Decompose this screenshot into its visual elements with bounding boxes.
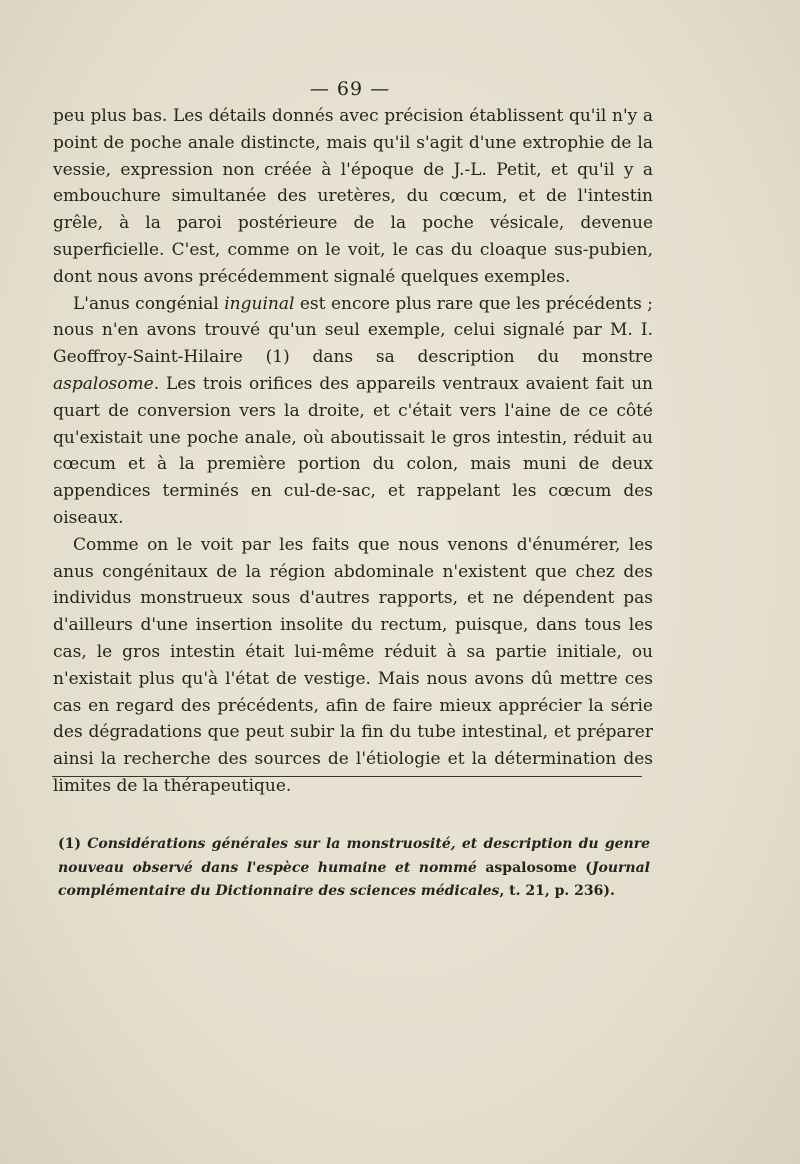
footnote	[58, 833, 650, 904]
footnote-title: Considérations générales sur la monstruosité, et description du genre nouveau observé dans l'espèce humaine et nommé	[58, 836, 650, 876]
footnote-marker: (1)	[58, 836, 88, 852]
paragraph-3: Comme on le voit par les faits que nous venons d'énumérer, les anus congénitaux de la région abdominale n'existent que chez des individus monstrueux sous d'autres rapports, et ne dépendent pas d'ailleurs d'une insertion insolite du rectum, puisque, dans tous les cas, le gros intestin était lui-même réduit à sa partie initiale, ou n'existait plus qu'à l'état de vestige. Mais nous avons dû mettre ces cas en regard des précédents, afin de faire mieux apprécier la série des dégradations que peut subir la fin du tube intestinal, et préparer ainsi la recherche des sources de l'étiologie et la détermination des limites de la thérapeutique.	[53, 534, 653, 796]
footnote-paren: (	[585, 859, 592, 876]
page-number: — 69 —	[309, 78, 391, 100]
paragraph-1: peu plus bas. Les détails donnés avec précision établissent qu'il n'y a point de poche anale distincte, mais qu'il s'agit d'une extrophie de la vessie, expression non créée à l'époque de J.-L. Petit, et qu'il y a embouchure simultanée des uretères, du cœcum, et de l'intestin grêle, à la paroi postérieure de la poche vésicale, devenue superficielle. C'est, comme on le voit, le cas du cloaque sus-pubien, dont nous avons précédemment signalé quelques exemples.	[53, 106, 653, 287]
p2-text-a: L'anus congénial	[73, 293, 225, 314]
p2-italic-aspalosome: aspalosome	[53, 373, 154, 394]
footnote-ref: , t. 21, p. 236).	[499, 883, 615, 899]
footnote-name: aspalosome	[476, 859, 586, 876]
p2-text-c: est encore plus rare que les précédents ; nous n'en avons trouvé qu'un seul exemple, celui signalé par M. I. Geoffroy-Saint-Hilaire (1) dans sa description du monstre	[53, 293, 653, 368]
paragraph-2	[53, 291, 653, 532]
footnote-journal: Journal complémentaire du Dictionnaire des sciences médicales	[58, 859, 650, 899]
body-text	[53, 103, 653, 800]
footnote-divider	[52, 776, 642, 777]
p2-text-e: . Les trois orifices des appareils ventraux avaient fait un quart de conversion vers la droite, et c'était vers l'aine de ce côté qu'existait une poche anale, où aboutissait le gros intestin, réduit au cœcum et à la première portion du colon, mais muni de deux appendices terminés en cul-de-sac, et rappelant les cœcum des oiseaux.	[53, 373, 653, 528]
p2-italic-inguinal: inguinal	[224, 293, 295, 314]
